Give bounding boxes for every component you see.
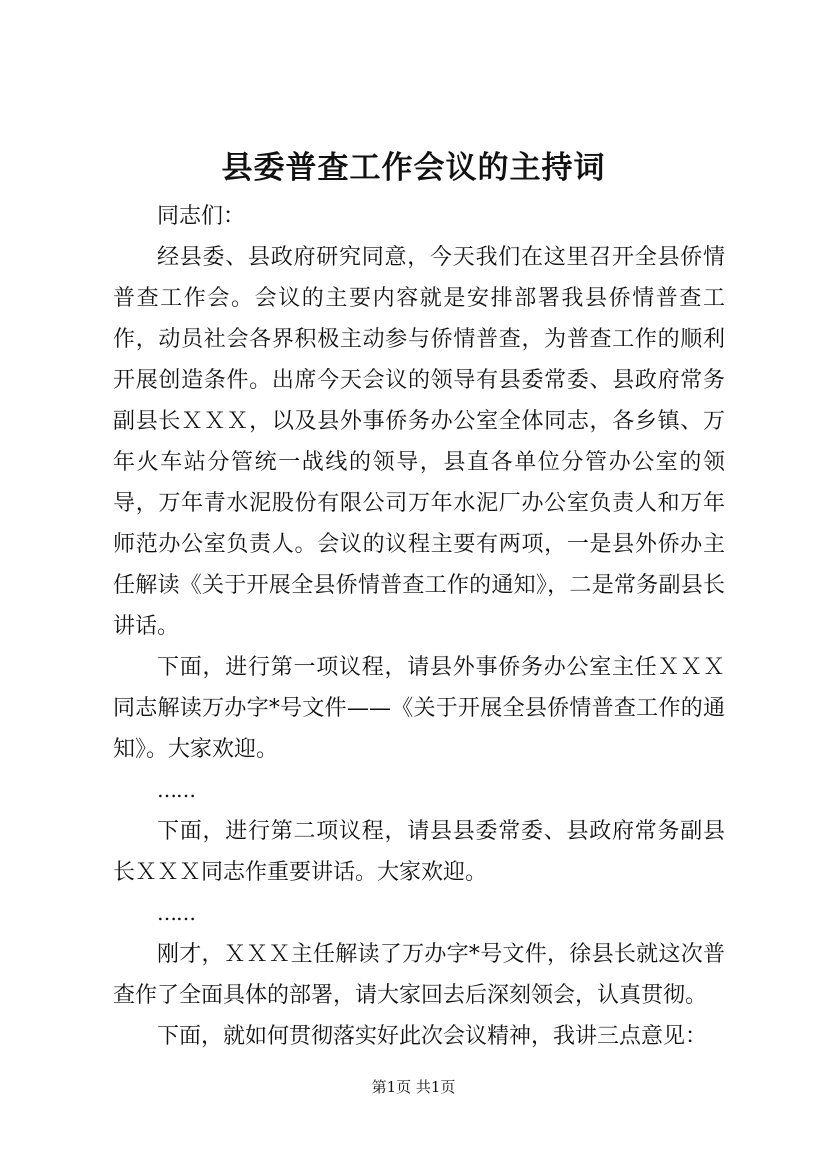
salutation: 同志们： [157, 204, 246, 229]
paragraph-agenda-one: 下面，进行第一项议程，请县外事侨务办公室主任ＸＸＸ同志解读万办字*号文件——《关于开展全县侨情普查工作的通知》。大家欢迎。 [113, 655, 725, 762]
paragraph-agenda-two: 下面，进行第二项议程，请县县委常委、县政府常务副县长ＸＸＸ同志作重要讲话。大家欢迎。 [113, 819, 725, 885]
document-title: 县委普查工作会议的主持词 [221, 150, 606, 186]
paragraph-opening: 经县委、县政府研究同意，今天我们在这里召开全县侨情普查工作会。会议的主要内容就是安排部署我县侨情普查工作，动员社会各界积极主动参与侨情普查，为普查工作的顺利开展创造条件。出席今天会议的领导有县委常委、县政府常务副县长ＸＸＸ，以及县外事侨务办公室全体同志，各乡镇、万年火车站分管统一战线的领导，县直各单位分管办公室的领导，万年青水泥股份有限公司万年水泥厂办公室负责人和万年师范办公室负责人。会议的议程主要有两项，一是县外侨办主任解读《关于开展全县侨情普查工作的通知》，二是常务副县长讲话。 [113, 245, 725, 639]
paragraph-closing: 下面，就如何贯彻落实好此次会议精神，我讲三点意见： [157, 1024, 708, 1049]
ellipsis-one: …… [157, 778, 195, 802]
paragraph-summary: 刚才，ＸＸＸ主任解读了万办字*号文件，徐县长就这次普查作了全面具体的部署，请大家回去后深刻领会，认真贯彻。 [113, 942, 725, 1008]
document-body [113, 196, 725, 1057]
ellipsis-two: …… [157, 901, 195, 925]
page-footer: 第1页 共1页 [371, 1078, 456, 1096]
